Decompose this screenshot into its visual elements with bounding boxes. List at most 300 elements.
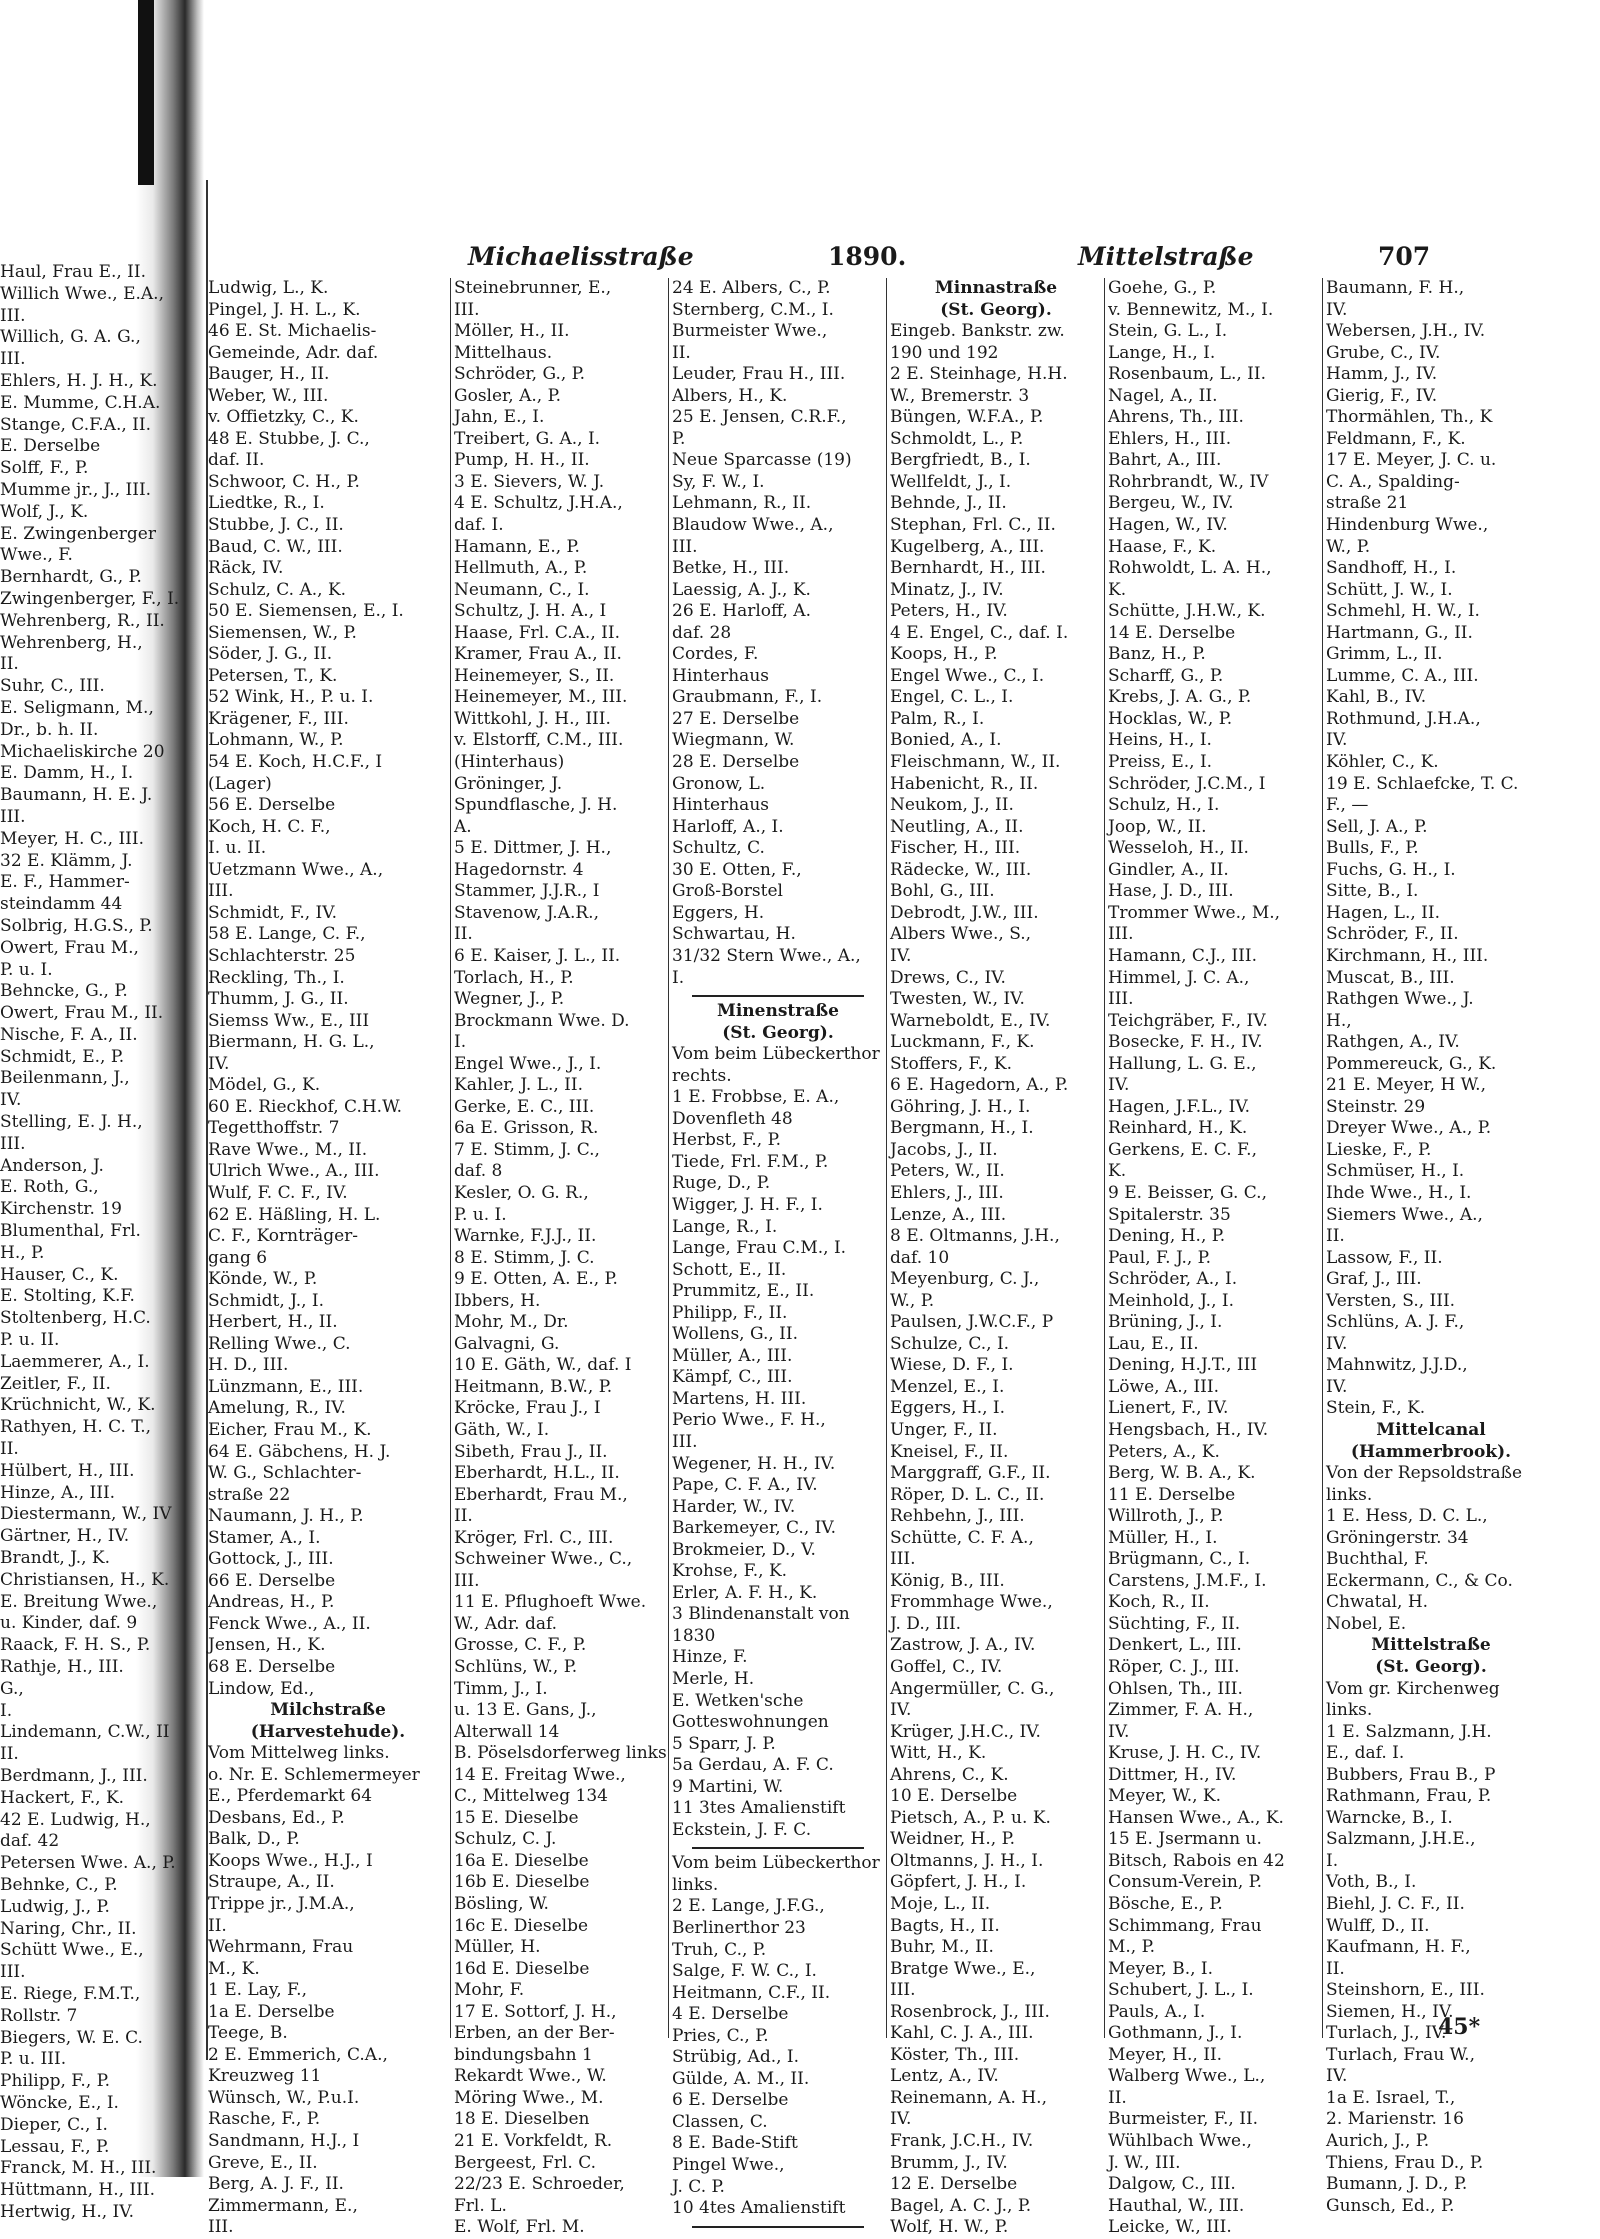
directory-entry: Voth, B., I. xyxy=(1326,1872,1417,1893)
directory-entry: W., P. xyxy=(890,1290,935,1311)
directory-entry: Kneisel, F., II. xyxy=(890,1441,1009,1462)
directory-entry: Leuder, Frau H., III. xyxy=(672,364,846,385)
directory-entry: Thiens, Frau D., P. xyxy=(1326,2152,1484,2173)
street-heading: (Harvestehude). xyxy=(250,1721,406,1742)
directory-entry: 18 E. Dieselben xyxy=(454,2109,590,2130)
directory-entry: Preiss, E., I. xyxy=(1108,752,1213,773)
directory-entry: Ehlers, J., III. xyxy=(890,1182,1004,1203)
directory-entry: Hagen, L., II. xyxy=(1326,902,1440,923)
directory-entry: Schulz, C. J. xyxy=(454,1829,557,1850)
directory-entry: 56 E. Derselbe xyxy=(208,795,336,816)
directory-entry: W., P. xyxy=(1326,536,1371,557)
directory-entry: Schütt Wwe., E., xyxy=(0,1940,144,1961)
directory-entry: Wollens, G., II. xyxy=(672,1324,798,1345)
directory-entry: Brokmeier, D., V. xyxy=(672,1539,816,1560)
directory-entry: Pommereuck, G., K. xyxy=(1326,1053,1497,1074)
directory-entry: Lienert, F., IV. xyxy=(1108,1398,1229,1419)
directory-entry: Dr., b. h. II. xyxy=(0,719,99,740)
directory-entry: Ahrens, Th., III. xyxy=(1108,407,1244,428)
directory-entry: daf. 28 xyxy=(672,622,732,643)
directory-entry: Hinterhaus xyxy=(672,665,769,686)
directory-entry: Wigger, J. H. F., I. xyxy=(672,1194,823,1215)
directory-entry: Schubert, J. L., I. xyxy=(1108,1980,1254,2001)
directory-entry: W., Bremerstr. 3 xyxy=(890,385,1030,406)
directory-entry: Sandmann, H.J., I xyxy=(208,2131,360,2152)
directory-entry: Ibbers, H. xyxy=(454,1290,541,1311)
directory-entry: C., Mittelweg 134 xyxy=(454,1786,608,1807)
directory-entry: Zimmer, F. A. H., xyxy=(1108,1700,1254,1721)
page-header xyxy=(208,242,1542,278)
directory-entry: J. W., III. xyxy=(1108,2152,1181,2173)
directory-entry: Gärtner, H., IV. xyxy=(0,1526,130,1547)
directory-entry: W. G., Schlachter- xyxy=(208,1463,362,1484)
directory-entry: gang 6 xyxy=(208,1247,268,1268)
header-year: 1890. xyxy=(828,242,907,271)
directory-entry: Schultz, J. H. A., I xyxy=(454,601,607,622)
directory-entry: Webersen, J.H., IV. xyxy=(1326,321,1486,342)
directory-entry: Amelung, R., IV. xyxy=(208,1398,346,1419)
directory-entry: Siemen, H., IV. xyxy=(1326,2001,1454,2022)
directory-entry: Sternberg, C.M., I. xyxy=(672,299,834,320)
directory-entry: Ihde Wwe., H., I. xyxy=(1326,1182,1472,1203)
directory-entry: Hellmuth, A., P. xyxy=(454,558,588,579)
directory-entry: 2 E. Steinhage, H.H. xyxy=(890,364,1068,385)
directory-entry: Blaudow Wwe., A., xyxy=(672,515,834,536)
directory-entry: 22/23 E. Schroeder, xyxy=(454,2174,625,2195)
directory-entry: Willroth, J., P. xyxy=(1108,1506,1224,1527)
directory-entry: Lindemann, C.W., II xyxy=(0,1722,170,1743)
directory-entry: E. Derselbe xyxy=(0,436,101,457)
directory-entry: E. Riege, F.M.T., xyxy=(0,1983,141,2004)
directory-entry: 6 E. Derselbe xyxy=(672,2090,789,2111)
directory-entry: M., K. xyxy=(208,1958,260,1979)
directory-entry: Wegner, J., P. xyxy=(454,989,565,1010)
directory-entry: III. xyxy=(0,806,26,827)
directory-entry: Cordes, F. xyxy=(672,644,759,665)
directory-entry: Hinze, A., III. xyxy=(0,1482,116,1503)
directory-entry: Schmidt, J., I. xyxy=(208,1290,325,1311)
directory-entry: Erler, A. F. H., K. xyxy=(672,1582,818,1603)
directory-entry: E., Pferdemarkt 64 xyxy=(208,1786,373,1807)
directory-entry: 6 E. Kaiser, J. L., II. xyxy=(454,945,621,966)
directory-entry: Frommhage Wwe., xyxy=(890,1592,1053,1613)
directory-entry: Lau, E., II. xyxy=(1108,1333,1199,1354)
directory-entry: Weidner, H., P. xyxy=(890,1829,1015,1850)
directory-entry: Kirchenstr. 19 xyxy=(0,1199,122,1220)
directory-entry: E. Seligmann, M., xyxy=(0,697,154,718)
directory-entry: Bitsch, Rabois en 42 xyxy=(1108,1850,1285,1871)
directory-entry: Behnde, J., II. xyxy=(890,493,1007,514)
directory-entry: Schröder, A., I. xyxy=(1108,1269,1238,1290)
directory-entry: Burmeister, F., II. xyxy=(1108,2109,1259,2130)
directory-entry: Wiese, D. F., I. xyxy=(890,1355,1014,1376)
directory-entry: Möring Wwe., M. xyxy=(454,2087,604,2108)
directory-entry: Schulz, C. A., K. xyxy=(208,579,347,600)
directory-entry: Haase, F., K. xyxy=(1108,536,1217,557)
directory-entry: E. Damm, H., I. xyxy=(0,763,134,784)
directory-entry: Schmoldt, L., P. xyxy=(890,428,1024,449)
directory-entry: E. Wolf, Frl. M. xyxy=(454,2217,585,2238)
directory-entry: Schott, E., II. xyxy=(672,1259,787,1280)
directory-entry: Krebs, J. A. G., P. xyxy=(1108,687,1252,708)
directory-entry: Walberg Wwe., L., xyxy=(1108,2066,1266,2087)
directory-entry: C. A., Spalding- xyxy=(1326,471,1460,492)
directory-entry: Süchting, F., II. xyxy=(1108,1613,1241,1634)
directory-entry: Tiede, Frl. F.M., P. xyxy=(672,1151,829,1172)
directory-entry: 6 E. Hagedorn, A., P. xyxy=(890,1075,1069,1096)
directory-entry: straße 21 xyxy=(1326,493,1409,514)
directory-entry: Schulze, C., I. xyxy=(890,1333,1010,1354)
directory-entry: Hansen Wwe., A., K. xyxy=(1108,1807,1284,1828)
directory-entry: 1a E. Derselbe xyxy=(208,2001,335,2022)
directory-entry: Truh, C., P. xyxy=(672,1939,767,1960)
directory-entry: III. xyxy=(454,1570,480,1591)
column-2 xyxy=(454,278,667,2238)
directory-entry: Müller, H., I. xyxy=(1108,1527,1218,1548)
directory-entry: IV. xyxy=(1108,1075,1130,1096)
directory-entry: Dovenfleth 48 xyxy=(672,1108,793,1129)
directory-entry: Denkert, L., III. xyxy=(1108,1635,1242,1656)
directory-entry: Haul, Frau E., II. xyxy=(0,262,147,282)
directory-entry: 2. Marienstr. 16 xyxy=(1326,2109,1464,2130)
directory-entry: Hengsbach, H., IV. xyxy=(1108,1419,1269,1440)
directory-entry: Sandhoff, H., I. xyxy=(1326,558,1457,579)
directory-entry: Lenze, A., III. xyxy=(890,1204,1007,1225)
directory-entry: H., xyxy=(1326,1010,1352,1031)
directory-entry: Wöncke, E., I. xyxy=(0,2092,119,2113)
directory-entry: Bosecke, F. H., IV. xyxy=(1108,1032,1263,1053)
directory-entry: 1 E. Frobbse, E. A., xyxy=(672,1087,840,1108)
directory-entry: Strübig, Ad., I. xyxy=(672,2047,800,2068)
directory-entry: Fenck Wwe., A., II. xyxy=(208,1613,371,1634)
directory-entry: Kahler, J. L., II. xyxy=(454,1075,583,1096)
directory-entry: III. xyxy=(672,1431,698,1452)
directory-entry: Haase, Frl. C.A., II. xyxy=(454,622,620,643)
directory-entry: Hackert, F., K. xyxy=(0,1787,125,1808)
directory-entry: E., daf. I. xyxy=(1326,1743,1405,1764)
left-page-fragment xyxy=(0,262,190,2222)
directory-entry: Behnke, C., P. xyxy=(0,1874,118,1895)
directory-entry: Raack, F. H. S., P. xyxy=(0,1635,151,1656)
directory-entry: daf. 10 xyxy=(890,1247,950,1268)
directory-entry: daf. II. xyxy=(208,450,265,471)
directory-entry: 17 E. Sottorf, J. H., xyxy=(454,2001,617,2022)
directory-entry: Mödel, G., K. xyxy=(208,1075,321,1096)
directory-entry: Wellfeldt, J., I. xyxy=(890,471,1012,492)
directory-entry: Pries, C., P. xyxy=(672,2025,769,2046)
directory-entry: Kämpf, C., III. xyxy=(672,1367,793,1388)
directory-entry: 16b E. Dieselbe xyxy=(454,1872,590,1893)
directory-entry: Lessau, F., P. xyxy=(0,2136,110,2157)
directory-entry: Stoltenberg, H.C. xyxy=(0,1308,151,1329)
directory-entry: Baumann, H. E. J. xyxy=(0,785,153,806)
directory-entry: Joop, W., II. xyxy=(1108,816,1207,837)
directory-entry: Bernhardt, G., P. xyxy=(0,567,142,588)
directory-entry: Wegener, H. H., IV. xyxy=(672,1453,836,1474)
directory-entry: P. xyxy=(672,428,686,449)
directory-entry: 17 E. Meyer, J. C. u. xyxy=(1326,450,1497,471)
directory-entry: 2 E. Emmerich, C.A., xyxy=(208,2044,388,2065)
directory-entry: Versten, S., III. xyxy=(1326,1290,1456,1311)
directory-entry: Müller, A., III. xyxy=(672,1345,793,1366)
directory-entry: Rave Wwe., M., II. xyxy=(208,1139,368,1160)
directory-entry: Hartmann, G., II. xyxy=(1326,622,1473,643)
directory-entry: Bernhardt, H., III. xyxy=(890,558,1046,579)
directory-entry: 15 E. Jsermann u. xyxy=(1108,1829,1262,1850)
directory-entry: Rosenbaum, L., II. xyxy=(1108,364,1266,385)
directory-entry: IV. xyxy=(1326,730,1348,751)
directory-entry: Ehlers, H. J. H., K. xyxy=(0,370,158,391)
directory-entry: Naumann, J. H., P. xyxy=(208,1506,364,1527)
directory-entry: 10 4tes Amalienstift xyxy=(672,2198,846,2219)
directory-entry: Schmidt, E., P. xyxy=(0,1046,125,1067)
directory-entry: Eckstein, J. F. C. xyxy=(672,1819,812,1840)
directory-entry: Liedtke, R., I. xyxy=(208,493,325,514)
directory-entry: Pauls, A., I. xyxy=(1108,2001,1206,2022)
directory-entry: 8 E. Oltmanns, J.H., xyxy=(890,1226,1060,1247)
directory-entry: 14 E. Freitag Wwe., xyxy=(454,1764,626,1785)
directory-entry: 19 E. Schlaefcke, T. C. xyxy=(1326,773,1519,794)
directory-entry: W., Adr. daf. xyxy=(454,1613,558,1634)
directory-entry: Martens, H. III. xyxy=(672,1388,807,1409)
directory-entry: Wolf, H. W., P. xyxy=(890,2217,1009,2238)
directory-entry: daf. I. xyxy=(454,515,504,536)
directory-entry: Hamann, E., P. xyxy=(454,536,580,557)
directory-entry: Goehe, G., P. xyxy=(1108,278,1217,298)
directory-entry: Hülbert, H., III. xyxy=(0,1460,135,1481)
directory-entry: 31/32 Stern Wwe., A., xyxy=(672,945,861,966)
directory-entry: Franck, M. H., III. xyxy=(0,2158,157,2179)
directory-entry: Rohwoldt, L. A. H., xyxy=(1108,558,1272,579)
directory-entry: Reinhard, H., K. xyxy=(1108,1118,1248,1139)
directory-entry: Hauser, C., K. xyxy=(0,1264,119,1285)
directory-entry: Dittmer, H., IV. xyxy=(1108,1764,1237,1785)
directory-entry: Rädecke, W., III. xyxy=(890,859,1032,880)
directory-entry: 16a E. Dieselbe xyxy=(454,1850,589,1871)
directory-entry: IV. xyxy=(1326,1376,1348,1397)
directory-entry: Muscat, B., III. xyxy=(1326,967,1455,988)
directory-entry: Stephan, Frl. C., II. xyxy=(890,515,1056,536)
directory-entry: Sell, J. A., P. xyxy=(1326,816,1428,837)
directory-entry: 14 E. Derselbe xyxy=(1108,622,1236,643)
directory-entry: 15 E. Dieselbe xyxy=(454,1807,579,1828)
directory-entry: Hagen, W., IV. xyxy=(1108,515,1228,536)
directory-entry: Heitmann, B.W., P. xyxy=(454,1376,613,1397)
directory-entry: 11 E. Pflughoeft Wwe. xyxy=(454,1592,647,1613)
directory-entry: Grube, C., IV. xyxy=(1326,342,1441,363)
directory-entry: 58 E. Lange, C. F., xyxy=(208,924,366,945)
directory-entry: E. Mumme, C.H.A. xyxy=(0,392,161,413)
directory-entry: Graubmann, F., I. xyxy=(672,687,823,708)
directory-entry: 24 E. Albers, C., P. xyxy=(672,278,831,298)
signature-mark: 45* xyxy=(1438,2014,1481,2040)
directory-entry: 10 E. Gäth, W., daf. I xyxy=(454,1355,632,1376)
directory-entry: Solff, F., P. xyxy=(0,458,89,479)
directory-entry: Harder, W., IV. xyxy=(672,1496,796,1517)
directory-entry: Kahl, C. J. A., III. xyxy=(890,2023,1034,2044)
directory-entry: 3 Blindenanstalt von xyxy=(672,1604,850,1625)
directory-entry: 21 E. Vorkfeldt, R. xyxy=(454,2131,613,2152)
directory-entry: Torlach, H., P. xyxy=(454,967,574,988)
directory-entry: 48 E. Stubbe, J. C., xyxy=(208,428,370,449)
directory-entry: Wesseloh, H., II. xyxy=(1108,838,1249,859)
directory-entry: J. D., III. xyxy=(890,1613,962,1634)
directory-entry: II. xyxy=(672,342,691,363)
directory-entry: 1 E. Hess, D. C. L., xyxy=(1326,1506,1488,1527)
directory-entry: Kreuzweg 11 xyxy=(208,2066,322,2087)
directory-entry: III. xyxy=(0,305,26,326)
directory-entry: Willich Wwe., E.A., xyxy=(0,283,164,304)
directory-entry: Habenicht, R., II. xyxy=(890,773,1039,794)
directory-entry: Galvagni, G. xyxy=(454,1333,560,1354)
directory-entry: G., xyxy=(0,1678,24,1699)
directory-entry: Straupe, A., II. xyxy=(208,1872,335,1893)
directory-entry: P. u. III. xyxy=(0,2049,67,2070)
directory-entry: Wünsch, W., P.u.I. xyxy=(208,2087,360,2108)
directory-entry: Mittelhaus. xyxy=(454,342,553,363)
directory-entry: Krägener, F., III. xyxy=(208,708,349,729)
directory-entry: Kesler, O. G. R., xyxy=(454,1182,589,1203)
directory-entry: II. xyxy=(208,1915,227,1936)
directory-entry: Söder, J. G., II. xyxy=(208,644,333,665)
directory-entry: Hamm, J., IV. xyxy=(1326,364,1438,385)
directory-entry: Rekardt Wwe., W. xyxy=(454,2066,607,2087)
directory-entry: Schultz, C. xyxy=(672,838,765,859)
street-heading: (St. Georg). xyxy=(940,299,1052,320)
directory-entry: Angermüller, C. G., xyxy=(890,1678,1055,1699)
directory-entry: Merle, H. xyxy=(672,1669,755,1689)
directory-entry: Schütte, C. F. A., xyxy=(890,1527,1034,1548)
directory-entry: Desbans, Ed., P. xyxy=(208,1807,345,1828)
directory-entry: Wulf, F. C. F., IV. xyxy=(208,1182,348,1203)
directory-entry: straße 22 xyxy=(208,1484,291,1505)
directory-entry: Meyer, H., II. xyxy=(1108,2044,1223,2065)
directory-entry: Vom gr. Kirchenweg xyxy=(1326,1678,1500,1699)
directory-entry: Bergeest, Frl. C. xyxy=(454,2152,597,2173)
directory-entry: Bergeu, W., IV. xyxy=(1108,493,1234,514)
directory-entry: Rathgen, A., IV. xyxy=(1326,1032,1460,1053)
directory-entry: Berdmann, J., III. xyxy=(0,1765,148,1786)
directory-entry: Hase, J. D., III. xyxy=(1108,881,1234,902)
directory-entry: 5 E. Dittmer, J. H., xyxy=(454,838,612,859)
directory-entry: II. xyxy=(0,654,19,675)
directory-entry: Vom Mittelweg links. xyxy=(208,1743,390,1764)
directory-entry: (Hinterhaus) xyxy=(454,752,565,773)
directory-entry: Burmeister Wwe., xyxy=(672,321,828,342)
directory-entry: E. Roth, G., xyxy=(0,1177,99,1198)
directory-entry: Paul, F. J., P. xyxy=(1108,1247,1212,1268)
directory-entry: Berlinerthor 23 xyxy=(672,1918,806,1939)
directory-entry: Vom beim Lübeckerthor xyxy=(672,1044,880,1065)
directory-entry: Möller, H., II. xyxy=(454,321,570,342)
directory-entry: Krohse, F., K. xyxy=(672,1561,788,1582)
directory-entry: Gierig, F., IV. xyxy=(1326,385,1438,406)
directory-entry: Ulrich Wwe., A., III. xyxy=(208,1161,380,1182)
directory-entry: Sibeth, Frau J., II. xyxy=(454,1441,608,1462)
directory-entry: 11 3tes Amalienstift xyxy=(672,1798,846,1819)
directory-entry: Meinhold, J., I. xyxy=(1108,1290,1234,1311)
page-number: 707 xyxy=(1378,242,1431,271)
directory-entry: II. xyxy=(454,924,473,945)
directory-entry: 2 E. Lange, J.F.G., xyxy=(672,1896,825,1917)
directory-entry: Göhring, J. H., I. xyxy=(890,1096,1031,1117)
directory-entry: Naring, Chr., II. xyxy=(0,1918,137,1939)
directory-entry: Bösche, E., P. xyxy=(1108,1894,1223,1915)
directory-entry: 8 E. Stimm, J. C. xyxy=(454,1247,595,1268)
directory-entry: 1a E. Israel, T., xyxy=(1326,2087,1456,2108)
directory-entry: Schweiner Wwe., C., xyxy=(454,1549,633,1570)
directory-entry: Mohr, M., Dr. xyxy=(454,1312,569,1333)
street-heading: Minenstraße xyxy=(717,1001,839,1022)
directory-entry: Lumme, C. A., III. xyxy=(1326,665,1479,686)
directory-entry: Brumm, J., IV. xyxy=(890,2152,1008,2173)
directory-entry: Solbrig, H.G.S., P. xyxy=(0,915,153,936)
directory-entry: Gerkens, E. C. F., xyxy=(1108,1139,1257,1160)
directory-entry: III. xyxy=(0,1962,26,1983)
directory-entry: Stoffers, F., K. xyxy=(890,1053,1012,1074)
directory-entry: Biermann, H. G. L., xyxy=(208,1032,375,1053)
directory-entry: Hagedornstr. 4 xyxy=(454,859,584,880)
directory-entry: Zwingenberger, F., I. xyxy=(0,588,180,609)
directory-entry: Eicher, Frau M., K. xyxy=(208,1419,372,1440)
directory-entry: Meyenburg, C. J., xyxy=(890,1269,1040,1290)
directory-entry: P. u. I. xyxy=(454,1204,507,1225)
directory-entry: Stein, F., K. xyxy=(1326,1398,1426,1419)
directory-entry: Hocklas, W., P. xyxy=(1108,708,1233,729)
directory-entry: Graf, J., III. xyxy=(1326,1269,1422,1290)
directory-entry: Wwe., F. xyxy=(0,545,73,566)
directory-entry: Baud, C. W., III. xyxy=(208,536,343,557)
column-5 xyxy=(1108,278,1320,2238)
directory-entry: Schmüser, H., I. xyxy=(1326,1161,1465,1182)
directory-entry: Ludwig, J., P. xyxy=(0,1896,110,1917)
directory-entry: Wolf, J., K. xyxy=(0,501,89,522)
directory-entry: Bagel, A. C. J., P. xyxy=(890,2195,1032,2216)
directory-entry: Trommer Wwe., M., xyxy=(1108,902,1281,923)
directory-entry: Rathgen Wwe., J. xyxy=(1326,989,1474,1010)
directory-entry: Nobel, E. xyxy=(1326,1613,1407,1634)
directory-entry: Engel Wwe., J., I. xyxy=(454,1053,602,1074)
directory-entry: Krüger, J.H.C., IV. xyxy=(890,1721,1041,1742)
directory-entry: v. Bennewitz, M., I. xyxy=(1108,299,1274,320)
directory-entry: Koops, H., P. xyxy=(890,644,998,665)
directory-entry: links. xyxy=(1326,1700,1373,1721)
directory-entry: 1 E. Lay, F., xyxy=(208,1980,307,2001)
directory-entry: Jahn, E., I. xyxy=(454,407,545,428)
directory-entry: v. Elstorff, C.M., III. xyxy=(454,730,624,751)
directory-entry: A. xyxy=(454,816,472,837)
directory-entry: Philipp, F., II. xyxy=(672,1302,788,1323)
directory-entry: 9 E. Otten, A. E., P. xyxy=(454,1269,618,1290)
directory-entry: Schütt, J. W., I. xyxy=(1326,579,1453,600)
directory-entry: Goffel, C., IV. xyxy=(890,1657,1003,1677)
directory-entry: Turlach, Frau W., xyxy=(1326,2044,1475,2065)
directory-entry: K. xyxy=(1108,1161,1127,1182)
directory-entry: Andreas, H., P. xyxy=(208,1592,335,1613)
directory-entry: Mohr, F. xyxy=(454,1980,525,2001)
directory-entry: Greve, E., II. xyxy=(208,2152,318,2173)
directory-entry: Pape, C. F. A., IV. xyxy=(672,1475,818,1496)
directory-entry: 52 Wink, H., P. u. I. xyxy=(208,687,374,708)
directory-entry: Lohmann, W., P. xyxy=(208,730,344,751)
directory-entry: Stamer, A., I. xyxy=(208,1527,321,1548)
directory-entry: Bagts, H., II. xyxy=(890,1915,1000,1936)
directory-entry: 11 E. Derselbe xyxy=(1108,1484,1236,1505)
directory-entry: 6a E. Grisson, R. xyxy=(454,1118,599,1139)
column-6 xyxy=(1326,278,1536,2216)
directory-entry: Schröder, J.C.M., I xyxy=(1108,773,1266,794)
directory-entry: Hinze, F. xyxy=(672,1647,748,1668)
